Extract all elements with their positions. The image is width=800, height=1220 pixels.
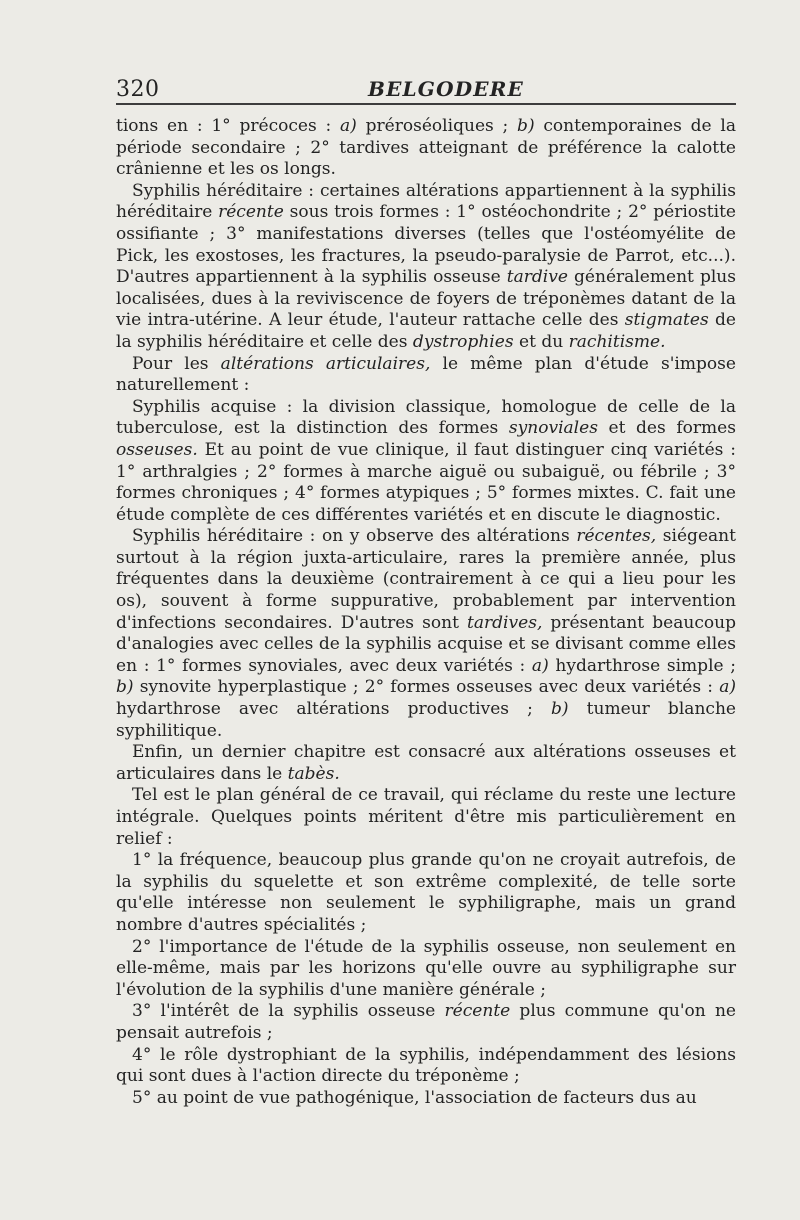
- paragraph-6: [116, 742, 736, 785]
- paragraph-7: [116, 785, 736, 850]
- paragraph-12: [116, 1088, 736, 1110]
- text-run: 2° l'importance de l'étude de la syphilis osseuse, non seulement en elle-même, mais par les horizons qu'elle ouvre au syphiligraphe sur l'évolution de la syphilis d'une manière générale ;: [116, 936, 736, 1000]
- text-run: Syphilis acquise : la division classique, homologue de celle de la tuberculose, est la distinction des formes: [116, 396, 736, 439]
- text-run: 5° au point de vue pathogénique, l'association de facteurs dus au: [132, 1087, 697, 1108]
- running-head: BELGODERE: [368, 77, 524, 101]
- italic-run: récente: [444, 1001, 511, 1022]
- text-run: sous trois formes : 1° ostéochondrite ; 2° périostite ossifiante ; 3° manifestations diverses (telles que l'ostéomyélite de Pick, les exostoses, les fractures, la pseudo-paralysie de Parrot, etc...). D'autres appartiennent à la syphilis osseuse: [116, 202, 736, 288]
- text-run: Syphilis héréditaire : certaines altérations appartiennent à la syphilis héréditaire: [116, 180, 736, 223]
- text-run: 4° le rôle dystrophiant de la syphilis, indépendamment des lésions qui sont dues à l'action directe du tréponème ;: [116, 1044, 736, 1087]
- text-run: et des formes: [597, 418, 736, 439]
- body-text: [116, 116, 736, 1109]
- paragraph-3: [116, 354, 736, 397]
- italic-run: stigmates: [624, 310, 709, 331]
- text-run: plus commune qu'on ne pensait autrefois ;: [116, 1001, 736, 1043]
- italic-run: rachitisme.: [568, 331, 666, 352]
- text-run: Tel est le plan général de ce travail, qui réclame du reste une lecture intégrale. Quelques points méritent d'être mis particulièrement en relief :: [116, 785, 736, 849]
- text-run: de la syphilis héréditaire et celle des: [116, 310, 736, 352]
- text-run: siégeant surtout à la région juxta-articulaire, rares la première année, plus fréquentes dans la deuxième (contrairement à ce qui a lieu pour les os), souvent à forme suppurative, probablement par intervention d'infections secondaires. D'autres sont: [116, 526, 736, 633]
- text-run: hydarthrose avec altérations productives ;: [116, 699, 552, 720]
- italic-run: b): [551, 699, 569, 720]
- italic-run: a): [340, 116, 357, 136]
- text-run: Syphilis héréditaire : on y observe des altérations: [132, 526, 577, 547]
- paragraph-5: [116, 526, 736, 742]
- text-run: le même plan d'étude s'impose naturellement :: [116, 353, 736, 396]
- text-run: Pour les: [132, 353, 221, 374]
- paragraph-11: [116, 1045, 736, 1088]
- text-run: synovite hyperplastique ; 2° formes osseuses avec deux variétés :: [133, 677, 720, 698]
- italic-run: a): [531, 655, 549, 676]
- text-run: tions en : 1° précoces :: [116, 116, 341, 136]
- italic-run: osseuses.: [116, 439, 198, 460]
- page-header: [116, 71, 736, 101]
- page-number: 320: [116, 77, 160, 102]
- text-run: Enfin, un dernier chapitre est consacré aux altérations osseuses et articulaires dans le: [116, 742, 736, 784]
- header-rule: [116, 103, 736, 105]
- text-run: contemporaines de la période secondaire ; 2° tardives atteignant de préférence la calotte crânienne et les os longs.: [116, 116, 736, 180]
- paragraph-9: [116, 937, 736, 1002]
- italic-run: synoviales: [508, 418, 598, 439]
- text-run: généralement plus localisées, dues à la reviviscence de foyers de tréponèmes datant de la vie intra-utérine. A leur étude, l'auteur rattache celle des: [116, 267, 737, 331]
- italic-run: altérations articulaires,: [220, 353, 431, 374]
- text-run: et du: [513, 331, 569, 352]
- italic-run: b): [116, 677, 134, 698]
- text-run: 3° l'intérêt de la syphilis osseuse: [132, 1001, 445, 1022]
- italic-run: a): [719, 677, 736, 698]
- text-run: tumeur blanche syphilitique.: [116, 699, 736, 741]
- paragraph-4: [116, 397, 736, 527]
- text-run: Et au point de vue clinique, il faut distinguer cinq variétés : 1° arthralgies ; 2° formes à marche aiguë ou subaiguë, ou fébrile ; 3° formes chroniques ; 4° formes atypiques ; 5° formes mixtes. C. fait une étude complète de ces différentes variétés et en discute le diagnostic.: [116, 439, 736, 525]
- italic-run: tardive: [506, 267, 568, 288]
- text-run: hydarthrose simple ;: [548, 655, 736, 676]
- italic-run: tabès.: [287, 763, 340, 784]
- italic-run: dystrophies: [412, 331, 514, 352]
- paragraph-8: [116, 850, 736, 936]
- paragraph-10: [116, 1001, 736, 1044]
- paragraph-1: [116, 116, 736, 181]
- italic-run: récente: [218, 202, 284, 223]
- paragraph-2: [116, 181, 736, 354]
- text-run: préroséoliques ;: [356, 116, 518, 136]
- text-run: 1° la fréquence, beaucoup plus grande qu'on ne croyait autrefois, de la syphilis du squelette et son extrême complexité, de telle sorte qu'elle intéresse non seulement le syphiligraphe, mais un grand nombre d'autres spécialités ;: [116, 850, 736, 935]
- italic-run: tardives,: [467, 612, 543, 633]
- text-run: présentant beaucoup d'analogies avec celles de la syphilis acquise et se divisant comme elles en : 1° formes synoviales, avec deux variétés :: [116, 612, 736, 676]
- italic-run: b): [517, 116, 535, 136]
- italic-run: récentes,: [576, 526, 657, 547]
